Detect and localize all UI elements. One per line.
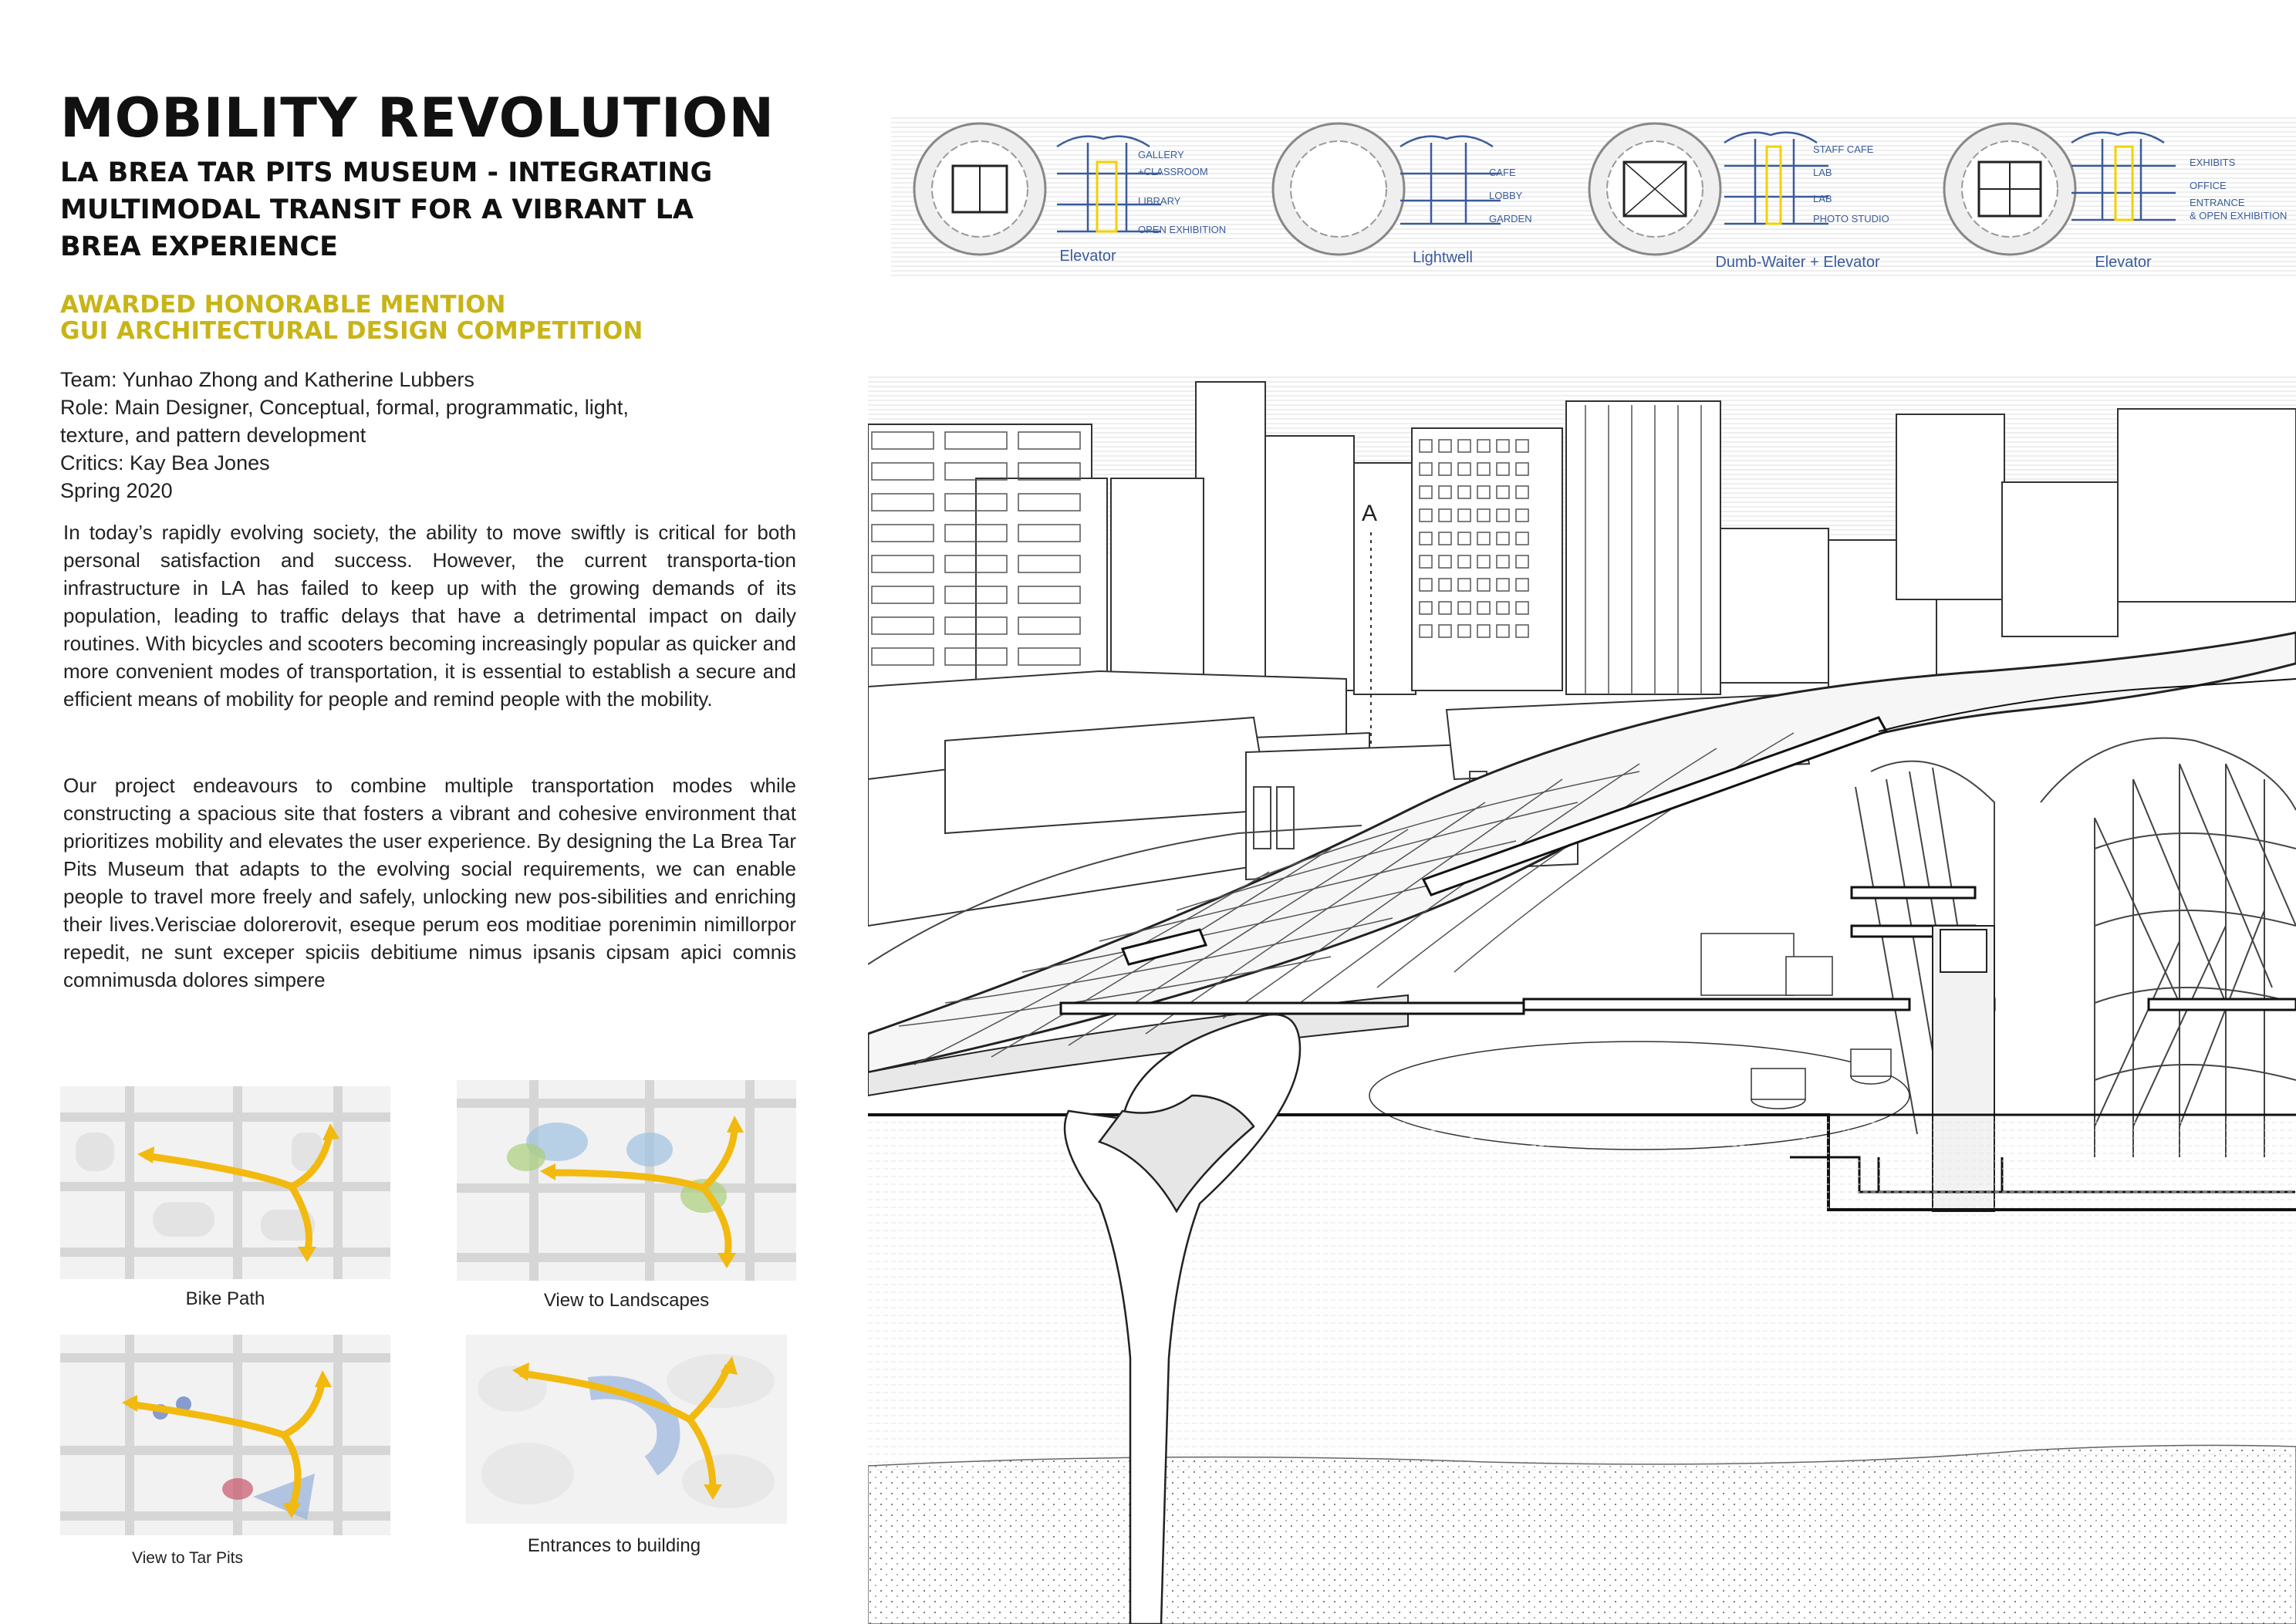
core-label: CAFE [1489,167,1516,178]
credit-line: texture, and pattern development [60,424,366,447]
core-caption: Dumb-Waiter + Elevator [1715,254,1880,271]
subtitle-line: MULTIMODAL TRANSIT FOR A VIBRANT LA [60,194,694,225]
credit-line: Role: Main Designer, Conceptual, formal, programmatic, light, [60,396,629,419]
map-caption: Entrances to building [527,1535,701,1556]
lattice-vaults [1855,738,2296,1157]
map-view-landscapes [457,1080,796,1281]
body-paragraph: Our project endeavours to combine multiple transportation modes while constructing a spacious site that fosters a vibrant and cohesive environment that prioritizes mobility and elevates the user experience. By designing the La Brea Tar Pits Museum that adapts to the evolving social requirements, we can enable people to travel more freely and safely, unlocking new pos-sibilities and enriching their lives.Verisciae dolorerovit, eseque perum eos moditiae porenimin nimillorpor repedit, ne sunt exceper spiciis debitiume nimus ipsanis cipsam apici comnis comnimusda dolores simpere [63,774,796,991]
core-label: LIBRARY [1138,195,1181,207]
core-label: GALLERY [1138,149,1184,160]
page-title: MOBILITY REVOLUTION [60,86,775,150]
core-label: PHOTO STUDIO [1813,213,1889,225]
credit-line: Spring 2020 [60,479,173,502]
core-label: OFFICE [2190,180,2227,191]
award-line: AWARDED HONORABLE MENTION [60,291,506,319]
subtitle-line: BREA EXPERIENCE [60,231,339,262]
core-label: EXHIBITS [2190,157,2236,168]
map-caption: Bike Path [185,1288,265,1309]
award-line: GUI ARCHITECTURAL DESIGN COMPETITION [60,317,643,345]
core-label: ENTRANCE [2190,197,2245,208]
core-label: LAB [1813,167,1832,178]
core-caption: Elevator [1059,248,1116,265]
award-notice [60,292,755,344]
credit-line: Team: Yunhao Zhong and Katherine Lubbers [60,368,474,391]
credits-block [60,366,755,505]
subtitle-line: LA BREA TAR PITS MUSEUM - INTEGRATING [60,157,713,188]
core-caption: Elevator [2095,254,2152,271]
map-view-tar-pits [60,1335,390,1535]
core-label: & OPEN EXHIBITION [2190,210,2288,221]
section-marker-label: A [1362,501,1378,526]
core-label: STAFF CAFE [1813,143,1874,155]
map-bike-path [60,1086,390,1279]
core-label: LAB [1813,193,1832,204]
body-paragraph: In today’s rapidly evolving society, the ability to move swiftly is critical for both personal satisfaction and success. However, the current transporta-tion infrastructure in LA has failed to keep up with the growing demands of its population, leading to traffic delays that have a detrimental impact on daily routines. With bicycles and scooters becoming increasingly popular as quicker and more convenient modes of transportation, it is essential to establish a secure and efficient means of mobility for people and remind people with the mobility. [63,521,796,711]
map-caption: View to Landscapes [543,1290,710,1311]
core-label: OPEN EXHIBITION [1138,224,1227,235]
map-entrances [466,1335,787,1524]
core-label: LOBBY [1489,190,1523,201]
map-caption: View to Tar Pits [132,1549,243,1567]
core-label: +CLASSROOM [1138,166,1208,177]
project-subtitle [60,154,755,265]
credit-line: Critics: Kay Bea Jones [60,451,270,474]
section-perspective-drawing [868,0,2296,1624]
core-label: GARDEN [1489,213,1532,225]
core-caption: Lightwell [1413,249,1473,266]
